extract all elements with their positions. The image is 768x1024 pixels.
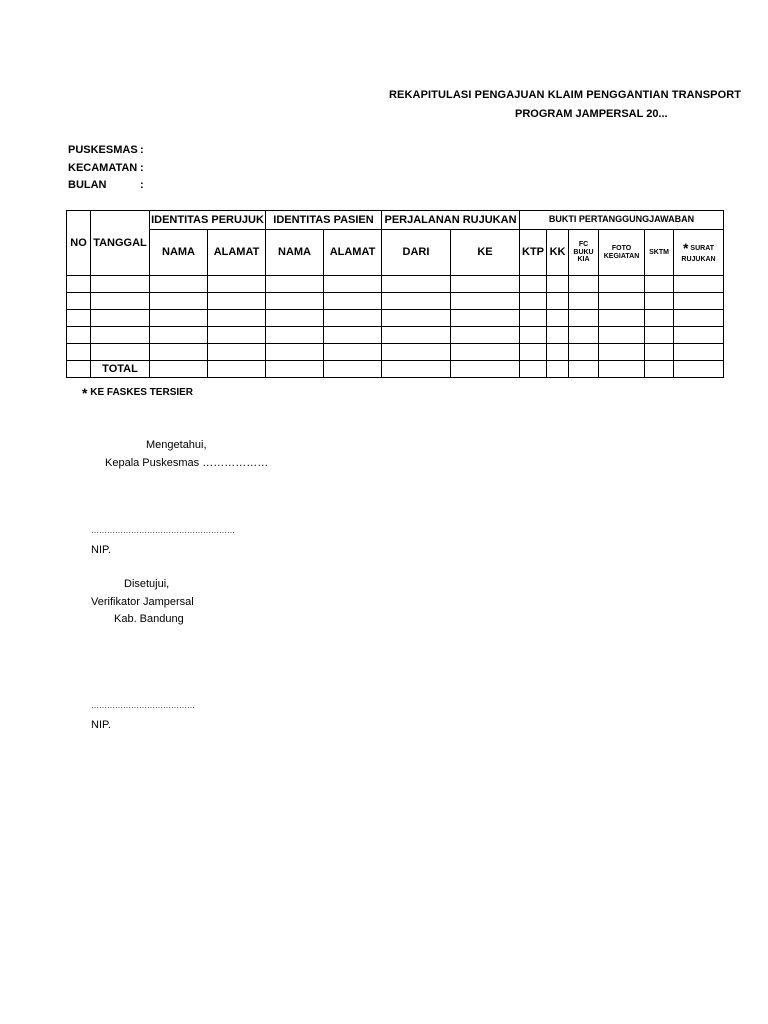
table-row bbox=[67, 293, 724, 310]
group-header-bukti: BUKTI PERTANGGUNGJAWABAN bbox=[520, 211, 724, 230]
sub-header-surat-rujukan bbox=[674, 230, 724, 276]
table-row bbox=[67, 327, 724, 344]
fc-line1: FC bbox=[578, 240, 589, 248]
sub-header-nama-perujuk: NAMA bbox=[150, 230, 208, 276]
table-total-row bbox=[67, 361, 724, 378]
signature-kab-bandung: Kab. Bandung bbox=[114, 613, 184, 625]
sub-header-nama-pasien: NAMA bbox=[266, 230, 324, 276]
footnote-text: KE FASKES TERSIER bbox=[90, 387, 194, 398]
meta-separator: : bbox=[140, 162, 144, 174]
signature-verifikator: Verifikator Jampersal bbox=[91, 596, 194, 608]
total-label: TOTAL bbox=[91, 361, 150, 378]
foto-line2: KEGIATAN bbox=[603, 252, 640, 260]
sub-header-dari: DARI bbox=[382, 230, 451, 276]
sub-header-sktm: SKTM bbox=[645, 230, 674, 276]
sub-header-ke: KE bbox=[451, 230, 520, 276]
rekap-table bbox=[66, 210, 724, 378]
meta-bulan-label: BULAN bbox=[68, 179, 107, 191]
table-row bbox=[67, 276, 724, 293]
sub-header-alamat-pasien: ALAMAT bbox=[324, 230, 382, 276]
table-header-row bbox=[67, 211, 724, 230]
signature-kepala-puskesmas: Kepala Puskesmas ……………… bbox=[105, 457, 269, 469]
fc-line2: BUKU bbox=[573, 248, 594, 256]
sub-header-alamat-perujuk: ALAMAT bbox=[208, 230, 266, 276]
table-row bbox=[67, 344, 724, 361]
document-title: REKAPITULASI PENGAJUAN KLAIM PENGGANTIAN TRANSPORT bbox=[389, 89, 742, 101]
meta-separator: : bbox=[140, 179, 144, 191]
table-subheader-row bbox=[67, 230, 724, 276]
asterisk-mark: * bbox=[683, 239, 689, 256]
signature-disetujui: Disetujui, bbox=[124, 578, 170, 590]
meta-kecamatan-label: KECAMATAN bbox=[68, 162, 138, 174]
meta-puskesmas-label: PUSKESMAS bbox=[68, 144, 138, 156]
meta-puskesmas bbox=[68, 144, 144, 156]
group-header-perjalanan: PERJALANAN RUJUKAN bbox=[382, 211, 520, 230]
signature-mengetahui: Mengetahui, bbox=[146, 439, 207, 451]
sub-header-fc-buku-kia bbox=[569, 230, 599, 276]
meta-separator: : bbox=[140, 144, 144, 156]
sub-header-kk: KK bbox=[547, 230, 569, 276]
signature-line-2: ………………………………… bbox=[91, 701, 195, 710]
signature-nip-1: NIP. bbox=[91, 544, 111, 556]
meta-bulan bbox=[68, 179, 144, 191]
surat-line1: SURAT bbox=[690, 244, 715, 252]
sub-header-ktp: KTP bbox=[520, 230, 547, 276]
group-header-pasien: IDENTITAS PASIEN bbox=[266, 211, 382, 230]
foto-line1: FOTO bbox=[611, 244, 632, 252]
surat-line2: RUJUKAN bbox=[681, 256, 716, 264]
col-header-no: NO bbox=[67, 211, 91, 276]
fc-line3: KIA bbox=[577, 256, 590, 264]
footnote bbox=[82, 385, 193, 401]
col-header-tanggal: TANGGAL bbox=[91, 211, 150, 276]
group-header-perujuk: IDENTITAS PERUJUK bbox=[150, 211, 266, 230]
sub-header-foto-kegiatan bbox=[599, 230, 645, 276]
meta-kecamatan bbox=[68, 162, 144, 174]
signature-nip-2: NIP. bbox=[91, 719, 111, 731]
asterisk-mark: * bbox=[82, 385, 88, 401]
table-row bbox=[67, 310, 724, 327]
document-subtitle: PROGRAM JAMPERSAL 20... bbox=[515, 108, 668, 120]
signature-line-1: ……………………………………………… bbox=[91, 526, 235, 535]
